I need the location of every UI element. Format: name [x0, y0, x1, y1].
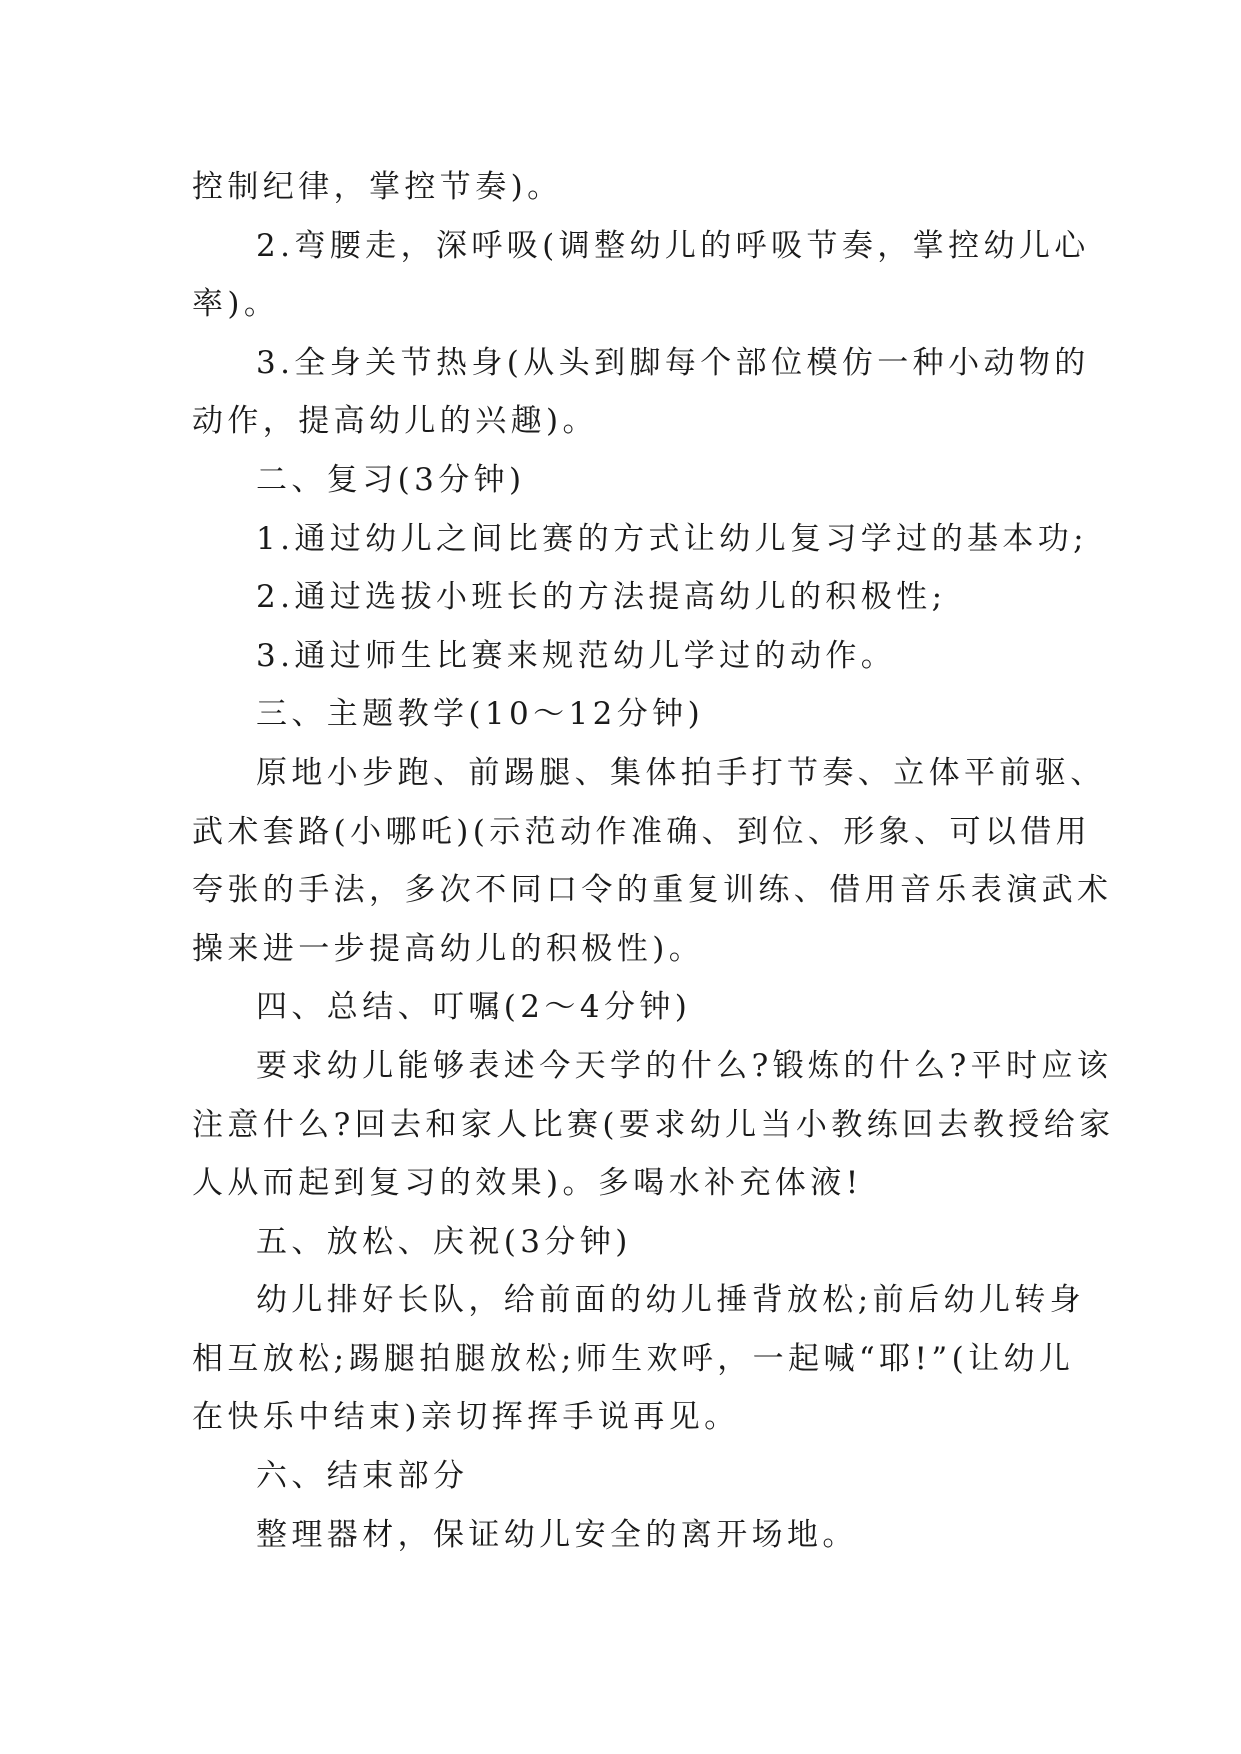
section-heading: 三、主题教学(10～12分钟)	[256, 696, 705, 733]
section-heading: 二、复习(3分钟)	[256, 461, 526, 498]
text-line: 整理器材，保证幼儿安全的离开场地。	[256, 1516, 858, 1553]
text-line: 要求幼儿能够表述今天学的什么?锻炼的什么?平时应该	[256, 1047, 1113, 1084]
section-heading: 四、总结、叮嘱(2～4分钟)	[256, 989, 692, 1026]
text-line: 夸张的手法，多次不同口令的重复训练、借用音乐表演武术	[192, 872, 1113, 909]
text-line: 控制纪律，掌控节奏)。	[192, 169, 563, 205]
text-line: 操来进一步提高幼儿的积极性)。	[192, 930, 705, 967]
text-line: 武术套路(小哪吒)(示范动作准确、到位、形象、可以借用	[192, 813, 1092, 850]
document-body	[192, 158, 1115, 1564]
text-line: 人从而起到复习的效果)。多喝水补充体液!	[192, 1165, 863, 1202]
text-line: 在快乐中结束)亲切挥挥手说再见。	[192, 1399, 740, 1436]
text-line: 2.弯腰走，深呼吸(调整幼儿的呼吸节奏，掌控幼儿心	[256, 227, 1090, 264]
text-line: 动作，提高幼儿的兴趣)。	[192, 403, 598, 440]
section-heading: 五、放松、庆祝(3分钟)	[256, 1223, 632, 1260]
section-heading: 六、结束部分	[256, 1458, 469, 1495]
text-line: 相互放松;踢腿拍腿放松;师生欢呼，一起喊“耶!”(让幼儿	[192, 1340, 1075, 1377]
text-line: 原地小步跑、前踢腿、集体拍手打节奏、立体平前驱、	[256, 754, 1106, 791]
text-line: 3.全身关节热身(从头到脚每个部位模仿一种小动物的	[256, 344, 1090, 381]
text-line: 注意什么?回去和家人比赛(要求幼儿当小教练回去教授给家	[192, 1106, 1115, 1143]
text-line: 3.通过师生比赛来规范幼儿学过的动作。	[256, 637, 897, 674]
text-line: 幼儿排好长队，给前面的幼儿捶背放松;前后幼儿转身	[256, 1282, 1086, 1319]
text-line: 率)。	[192, 286, 280, 323]
text-line: 1.通过幼儿之间比赛的方式让幼儿复习学过的基本功;	[256, 520, 1089, 557]
text-line: 2.通过选拔小班长的方法提高幼儿的积极性;	[256, 579, 947, 616]
